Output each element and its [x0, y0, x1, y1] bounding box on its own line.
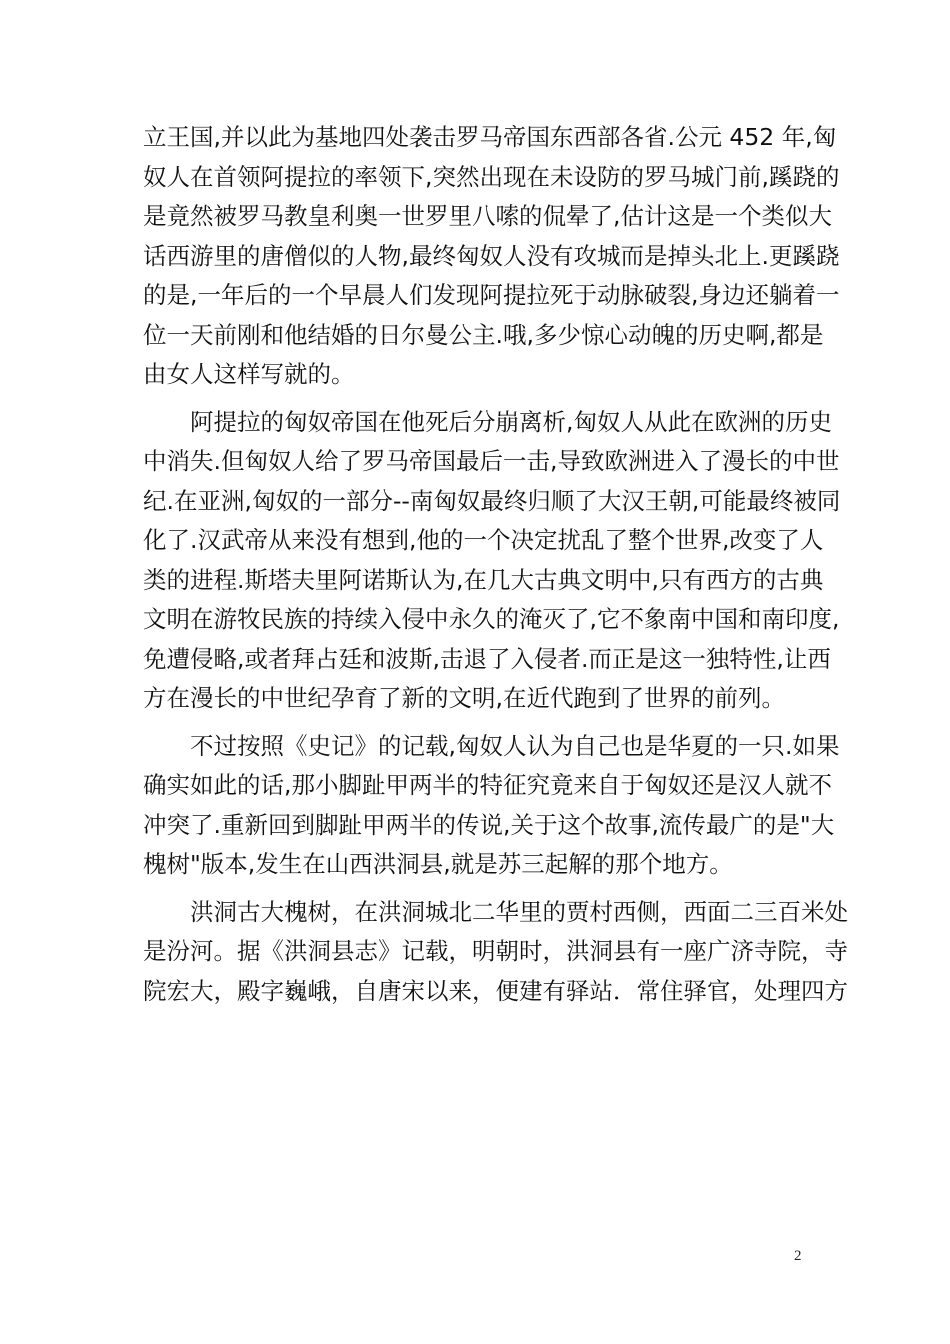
text-line: 槐树"版本,发生在山西洪洞县,就是苏三起解的那个地方。: [143, 850, 733, 878]
text-line: 确实如此的话,那小脚趾甲两半的特征究竟来自于匈奴还是汉人就不: [143, 771, 832, 799]
paragraph: [143, 403, 841, 719]
document-body: [143, 118, 848, 1011]
text-line: 方在漫长的中世纪孕育了新的文明,在近代跑到了世界的前列。: [143, 684, 785, 712]
text-line: 洪洞古大槐树，在洪洞城北二华里的贾村西侧，西面二三百米处: [190, 897, 848, 926]
text-line: 冲突了.重新回到脚趾甲两半的传说,关于这个故事,流传最广的是"大: [143, 810, 835, 839]
text-line: 由女人这样写就的。: [143, 360, 355, 388]
text-line: 免遭侵略,或者拜占廷和波斯,击退了入侵者.而正是这一独特性,让西: [143, 644, 831, 673]
text-line: 化了.汉武帝从来没有想到,他的一个决定扰乱了整个世界,改变了人: [143, 526, 824, 554]
paragraph-gap: [143, 885, 808, 893]
paragraph: [143, 893, 848, 1012]
text-line: 类的进程.斯塔夫里阿诺斯认为,在几大古典文明中,只有西方的古典: [143, 565, 824, 594]
text-line: 文明在游牧民族的持续入侵中永久的淹灭了,它不象南中国和南印度,: [143, 605, 840, 633]
paragraph-gap: [143, 395, 808, 403]
text-line: 是竟然被罗马教皇利奥一世罗里八嗦的侃晕了,估计这是一个类似大: [143, 202, 832, 230]
text-line: 是汾河。据《洪洞县志》记载，明朝时，洪洞县有一座广济寺院，寺: [143, 937, 848, 965]
text-line: 阿提拉的匈奴帝国在他死后分崩离析,匈奴人从此在欧洲的历史: [190, 407, 832, 436]
text-line: 不过按照《史记》的记载,匈奴人认为自己也是华夏的一只.如果: [190, 731, 840, 760]
paragraph: [143, 727, 840, 885]
text-line: 院宏大，殿字巍峨，自唐宋以来，便建有驿站．常住驿官，处理四方: [143, 976, 848, 1005]
text-line: 纪.在亚洲,匈奴的一部分--南匈奴最终归顺了大汉王朝,可能最终被同: [143, 486, 841, 515]
paragraph-gap: [143, 719, 808, 727]
page-number: 2: [794, 1248, 802, 1264]
text-line: 的是,一年后的一个早晨人们发现阿提拉死于动脉破裂,身边还躺着一: [143, 281, 840, 309]
text-line: 奴人在首领阿提拉的率领下,突然出现在未设防的罗马城门前,蹊跷的: [143, 162, 840, 191]
paragraph: [143, 118, 840, 395]
text-line: 立王国,并以此为基地四处袭击罗马帝国东西部各省.公元 452 年,匈: [143, 123, 837, 151]
text-line: 位一天前刚和他结婚的日尔曼公主.哦,多少惊心动魄的历史啊,都是: [143, 320, 824, 349]
text-line: 话西游里的唐僧似的人物,最终匈奴人没有攻城而是掉头北上.更蹊跷: [143, 241, 840, 270]
text-line: 中消失.但匈奴人给了罗马帝国最后一击,导致欧洲进入了漫长的中世: [143, 447, 840, 475]
